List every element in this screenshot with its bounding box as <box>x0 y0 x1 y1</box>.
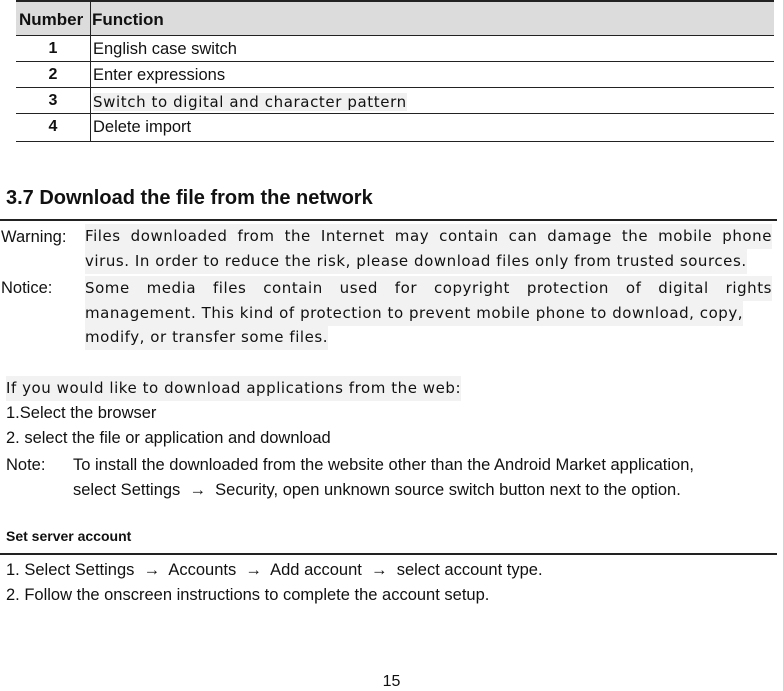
table-row <box>16 114 774 142</box>
row-number: 2 <box>48 66 58 83</box>
notice-line-2: management. This kind of protection to prevent mobile phone to download, copy, <box>85 301 743 326</box>
notice-line-3: modify, or transfer some files. <box>85 325 328 350</box>
warning-label: Warning: <box>1 228 67 246</box>
header-function: Function <box>92 10 164 29</box>
server-step-1: 1. Select Settings → Accounts → Add account → select account type. <box>6 561 543 579</box>
intro-text: If you would like to download applications from the web: <box>6 376 461 401</box>
header-number: Number <box>19 10 84 29</box>
row-function: Delete import <box>93 118 192 136</box>
row-function: Switch to digital and character pattern <box>93 93 407 111</box>
server-step-2: 2. Follow the onscreen instructions to complete the account setup. <box>6 586 490 604</box>
note-line-1: To install the downloaded from the website other than the Android Market application, <box>73 456 694 474</box>
subsection-divider <box>0 553 777 555</box>
row-number: 4 <box>48 118 58 135</box>
table-row <box>16 88 774 114</box>
table-row <box>16 36 774 62</box>
table-row <box>16 62 774 88</box>
notice-label: Notice: <box>1 279 53 297</box>
row-function: Enter expressions <box>93 66 226 84</box>
note-label: Note: <box>6 456 46 474</box>
table-header <box>16 0 774 36</box>
row-function: English case switch <box>93 40 237 58</box>
row-number: 1 <box>48 40 58 57</box>
column-divider <box>90 0 91 142</box>
page-number: 15 <box>382 673 401 690</box>
subsection-title: Set server account <box>6 528 132 544</box>
note-line-2: select Settings → Security, open unknown source switch button next to the option. <box>73 481 681 499</box>
row-number: 3 <box>48 92 58 109</box>
step-2: 2. select the file or application and download <box>6 429 331 447</box>
notice-line-1: Some media files contain used for copyright protection of digital rights <box>85 276 772 301</box>
warning-line-1: Files downloaded from the Internet may contain can damage the mobile phone <box>85 224 772 249</box>
section-title: 3.7 Download the file from the network <box>6 187 373 209</box>
step-1: 1.Select the browser <box>6 404 157 422</box>
section-divider <box>0 219 777 221</box>
warning-line-2: virus. In order to reduce the risk, please download files only from trusted sources. <box>85 249 747 274</box>
